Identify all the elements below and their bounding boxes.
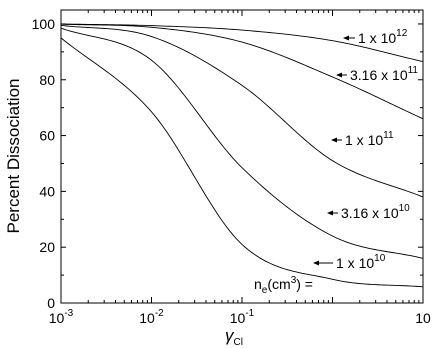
- x-axis-ticks: [49, 10, 431, 326]
- y-tick-label: 20: [39, 239, 55, 256]
- label-arrow-head: [343, 36, 349, 41]
- legend-title-mid: (cm: [267, 276, 291, 292]
- x-axis-title: [225, 326, 243, 348]
- series-label-2: 1 x $10^{11}$: [345, 130, 394, 148]
- legend-title-main: n: [254, 276, 262, 292]
- series-label-0: 1 x $10^{12}$: [358, 28, 408, 46]
- series-lines: [61, 24, 423, 287]
- y-tick-label: 40: [39, 183, 55, 200]
- label-arrow-head: [336, 73, 342, 78]
- label-arrow-head: [331, 138, 337, 143]
- x-tick-label-3: 10: [415, 310, 431, 326]
- legend-title-end: ) =: [296, 276, 313, 292]
- x-tick-label-1: $10^{-2}$: [139, 308, 164, 326]
- x-axis-title-main: γ: [225, 326, 234, 345]
- label-arrow-head: [313, 261, 319, 266]
- x-axis-title-sub: Cl: [233, 337, 243, 348]
- y-tick-label: 100: [31, 15, 55, 32]
- x-tick-label-0: $10^{-3}$: [48, 308, 74, 326]
- y-axis-title: Percent Dissociation: [4, 78, 23, 234]
- series-label-3: 3.16 x $10^{10}$: [341, 203, 410, 221]
- y-tick-label: 60: [39, 127, 55, 144]
- label-arrow-head: [327, 211, 333, 216]
- y-tick-label: 0: [47, 295, 55, 311]
- x-tick-label-2: $10^{-1}$: [229, 308, 255, 326]
- legend-title: [254, 275, 313, 296]
- series-label-4: 1 x $10^{10}$: [336, 253, 386, 271]
- legend-title-sup: 3: [290, 275, 297, 286]
- y-tick-label: 80: [39, 71, 55, 88]
- legend-title-sub: e: [261, 285, 268, 296]
- series-label-1: 3.16 x $10^{11}$: [350, 65, 418, 83]
- series-line-2: [61, 25, 423, 197]
